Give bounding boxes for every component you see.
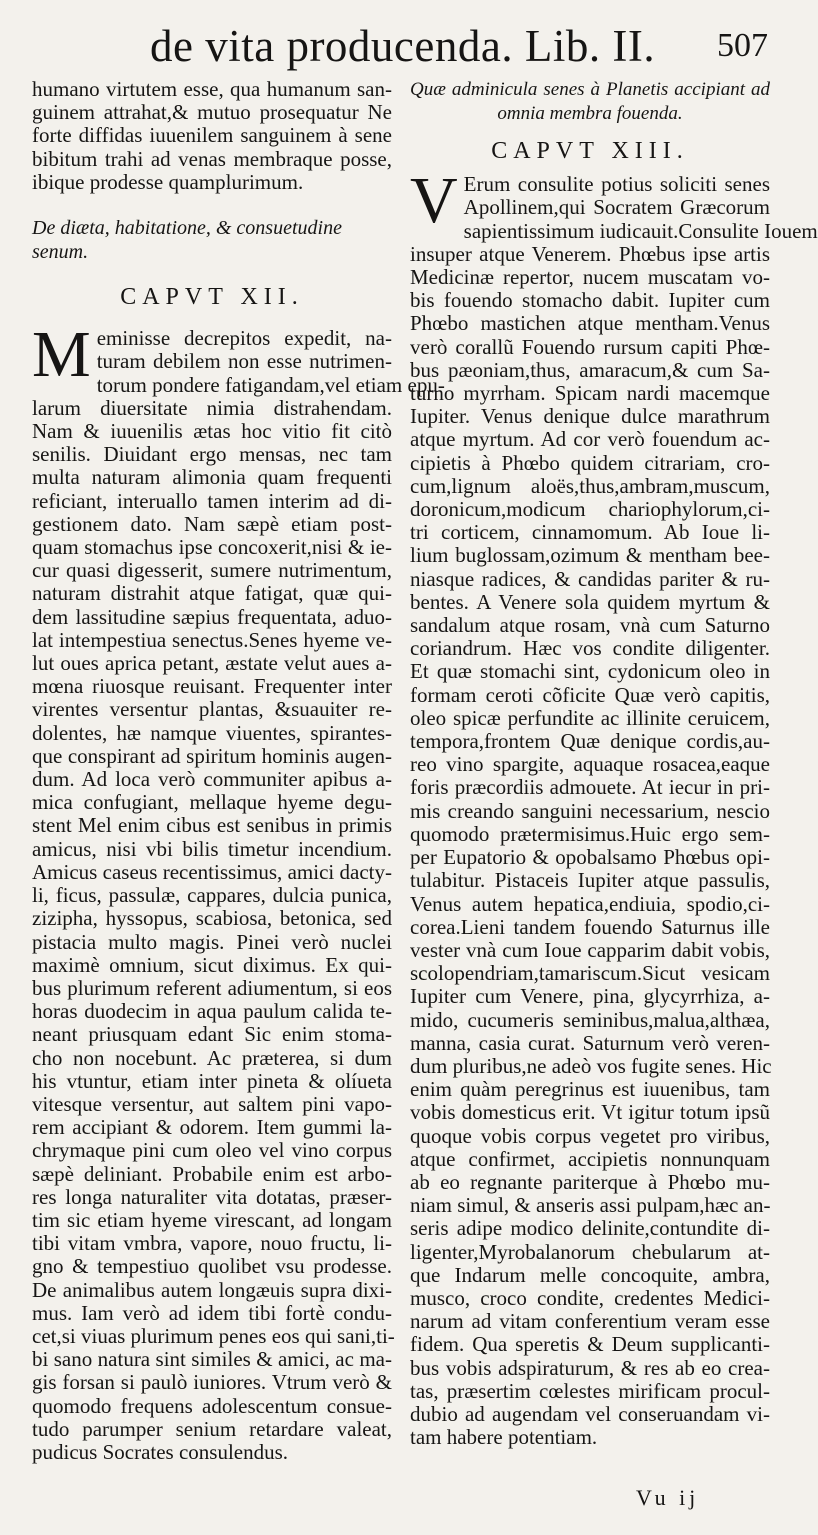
text-line: ab eo regnante pariterque à Phœbo mu- (410, 1169, 770, 1194)
text-line: bis fouendo stomacho dabit. Iupiter cum (410, 288, 770, 313)
text-line: lat intempestiua senectus.Senes hyeme ve- (32, 627, 392, 652)
text-line: mis creando sanguini necessarium, nescio (410, 798, 770, 823)
text-line: seris adipe modico delinite,contundite di- (410, 1216, 770, 1241)
text-line: scolopendriam,tamariscum.Sicut vesicam (410, 961, 770, 986)
text-line: verò corallũ Fouendo rursum capiti Phœ- (410, 334, 770, 359)
text-line: cho non nocebunt. Ac præterea, si dum (32, 1045, 392, 1070)
text-line: atque confirmet, accipietis nonnunquam (410, 1146, 770, 1171)
text-line: bibitum trahi ad venas membraque posse, (32, 146, 392, 171)
drop-capital: M (32, 318, 91, 392)
text-line: foris præcordiis admouete. At iecur in pri- (410, 775, 770, 800)
text-line: niam simul, & anseris assi pulpam,hæc an- (410, 1193, 771, 1218)
text-line: vitesque versentur, aut saltem pini vapo- (32, 1091, 392, 1116)
text-line: bus vobis adspiraturum, & res ab eo crea- (410, 1355, 770, 1380)
text-line: mus. Iam verò ad idem tibi fortè condu- (32, 1300, 392, 1325)
page-number: 507 (717, 27, 768, 64)
text-line: tas, præsertim cœlestes mirificam procul- (410, 1378, 770, 1403)
text-line: gestionem dato. Nam sæpè etiam post- (32, 511, 392, 536)
text-line: ligenter,Myrobalanorum chebularum at- (410, 1239, 770, 1264)
text-line: Iupiter cum Venere, pina, glycyrrhiza, a- (410, 984, 770, 1009)
text-line: que Indarum melle concoquite, ambra, (410, 1262, 770, 1287)
text-line: horas duodecim in aqua paulum calida te- (32, 999, 392, 1024)
text-line: humano virtutem esse, qua humanum san- (32, 77, 392, 101)
text-line: atque myrtum. Ad cor verò fouendum ac- (410, 427, 770, 452)
text-line: multa naturam alimonia quam frequenti (32, 465, 392, 490)
signature-mark: Vu ij (636, 1485, 700, 1510)
right-column (410, 78, 818, 1450)
text-line: tri corticem, cinnamomum. Ab Ioue li- (410, 520, 770, 545)
text-line: li, ficus, passulæ, cappares, dulcia punica, (32, 883, 392, 908)
drop-capital: V (410, 164, 458, 238)
text-line: quam stomachus ipse concoxerit,nisi & ie- (32, 535, 392, 560)
text-line: reo vino spargite, aquaque rosacea,eaque (410, 752, 770, 777)
text-line: his vtuntur, etiam inter pineta & olíueta (32, 1068, 392, 1093)
text-line: bus pæoniam,thus, amaracum,& cum Sa- (410, 357, 770, 382)
text-line: bus plurimum referent adiumentum, si eos (32, 975, 392, 1000)
text-line: neant priusquam edant Sic enim stoma- (32, 1022, 392, 1047)
text-line: zizipha, hyssopus, scabiosa, betonica, sed (32, 906, 392, 931)
rubric-line: Quæ adminicula senes à Planetis accipiant ad (410, 79, 770, 100)
text-line: per Eupatorio & opobalsamo Phœbus opi- (410, 845, 770, 870)
text-line: oleo spicæ perfundite ac illinite ceruicem, (410, 705, 770, 730)
text-line: Venus autem hepatica,endiuia, spodio,ci- (410, 891, 770, 916)
text-line: vobis domesticus erit. Vt igitur totum ipsũ (410, 1100, 770, 1125)
text-line: narum ad vitam conferentium veram esse (410, 1309, 770, 1334)
text-line: cet,si viuas plurimum penes eos qui sani,ti- (32, 1323, 395, 1348)
text-line: reficiant, interuallo tamen interim ad di- (32, 488, 392, 513)
text-line: res longa naturaliter vita dotatas, præser- (32, 1184, 392, 1209)
text-line: tam habere potentiam. (410, 1425, 598, 1450)
text-line: forte diffidas iuuenilem sanguinem à sene (32, 123, 392, 148)
text-line: tudo parumper senium retardare valeat, (32, 1416, 392, 1441)
chapter-heading: CAPVT XIII. (491, 138, 689, 164)
text-line: quoque vobis corpus vegetet pro viribus, (410, 1123, 770, 1148)
text-line: turam debilem non esse nutrimen- (96, 349, 392, 374)
text-line: bi sano natura sint similes & amici, ac ma- (32, 1347, 392, 1372)
text-line: tibi vitam vmbra, vapore, nouo fructu, li- (32, 1231, 392, 1256)
chapter-rubric (410, 78, 770, 126)
text-line: tim sic etiam hyeme virescant, ad longam (32, 1207, 392, 1232)
text-line: cum,lignum aloës,thus,ambram,muscum, (410, 473, 770, 498)
text-line: niasque radices, & candidas pariter & ru- (410, 566, 770, 591)
text-line: pistacia multo magis. Pinei verò nuclei (32, 929, 392, 954)
text-line: musco, croco condite, credentes Medici- (410, 1285, 770, 1310)
running-title: de vita producenda. Lib. II. (150, 21, 656, 71)
text-line: dem lassitudine sæpius frequentata, aduo- (32, 604, 392, 629)
text-line: Erum consulite potius soliciti senes (463, 172, 770, 197)
text-line: sapientissimum iudicauit.Consulite Iouem (463, 218, 818, 243)
text-line: maximè omnium, sicut diximus. Ex qui- (32, 952, 392, 977)
text-line: amicus, nisi vbi bilis timetur incendium. (32, 836, 392, 861)
text-line: quomodo frequens adolescentum consue- (32, 1393, 392, 1418)
text-line: Et quæ stomachi sint, cydonicum oleo in (410, 659, 770, 684)
text-line: Iupiter. Venus denique dulce marathrum (410, 404, 770, 429)
text-line: sandalum atque rosam, vnà cum Saturno (410, 613, 770, 638)
text-line: cipietis à Phœbo quidem citrariam, cro- (410, 450, 770, 475)
text-line: sæpè deliniant. Probabile enim est arbo- (32, 1161, 392, 1186)
text-line: gis forsan si paulò iuniores. Vtrum verò & (32, 1370, 392, 1395)
text-line: Nam & iuuenilis ætas hoc vitio fit citò (32, 419, 392, 444)
text-line: que conspirant ad spiritum hominis augen- (32, 743, 392, 768)
text-line: dolentes, hæ namque viuentes, spirantes- (32, 720, 392, 745)
chapter-text (32, 318, 445, 1464)
continued-paragraph (32, 78, 392, 194)
text-line: dubio ad augendam vel conseruandam vi- (410, 1401, 770, 1426)
text-line: mido, cucumeris seminibus,malua,althæa, (410, 1007, 770, 1032)
text-line: insuper atque Venerem. Phœbus ipse artis (410, 241, 770, 266)
text-line: cur quasi digesserit, sumere nutrimentum, (32, 558, 392, 583)
text-line: Medicinæ repertor, nucem muscatam vo- (410, 265, 770, 290)
text-line: virentes versentur plantas, &suauiter re- (32, 697, 392, 722)
text-line: coriandrum. Hæc vos condite diligenter. (410, 636, 770, 661)
text-line: lut oues aprica petant, æstate velut aues a- (32, 651, 392, 676)
left-column (32, 77, 445, 1464)
text-line: Phœbo mastichen atque mentham.Venus (410, 311, 770, 336)
text-line: Apollinem,qui Socratem Græcorum (463, 195, 770, 220)
text-line: De animalibus autem longæuis supra dixi- (32, 1277, 392, 1302)
text-line: tulabitur. Pistaceis Iupiter atque passulis, (410, 868, 770, 893)
text-line: fidem. Qua speretis & Deum supplicanti- (410, 1332, 770, 1357)
text-line: eminisse decrepitos expedit, na- (96, 326, 392, 351)
text-line: dum pluribus,ne adeò vos fugite senes. Hic (410, 1053, 772, 1078)
text-line: vester vnà cum Ioue capparim dabit vobis, (410, 937, 770, 962)
text-line: manna, casia curat. Saturnum verò veren- (410, 1030, 770, 1055)
text-line: quomodo prætermisimus.Huic ergo sem- (410, 821, 770, 846)
chapter-text (410, 164, 818, 1450)
text-line: stent Mel enim cibus est senibus in primis (32, 813, 392, 838)
text-line: mœna riuosque reuisant. Frequenter inter (32, 674, 392, 699)
text-line: ibique prodesse quamplurimum. (32, 169, 304, 194)
text-line: guinem attrahat,& mutuo prosequatur Ne (32, 100, 392, 125)
text-line: enim quàm peregrinus est iuuenibus, tam (410, 1077, 770, 1102)
text-line: naturam distrahit atque fatigat, quæ qui- (32, 581, 392, 606)
text-line: Amicus caseus recentissimus, amici dacty- (32, 859, 392, 884)
text-line: lium buglossam,ozimum & mentham bee- (410, 543, 770, 568)
rubric-line: omnia membra fouenda. (497, 103, 683, 124)
text-line: rem accipiant & odorem. Item gummi la- (32, 1115, 392, 1140)
text-line: mica confugiant, mellaque hyeme degu- (32, 790, 392, 815)
text-line: chrymaque pini cum oleo vel vino corpus (32, 1138, 392, 1163)
text-line: senilis. Diuidant ergo mensas, nec tam (32, 442, 392, 467)
chapter-heading: CAPVT XII. (120, 284, 304, 311)
text-line: gno & tempestiuo quolibet vsu prodesse. (32, 1254, 392, 1279)
text-line: dum. Ad loca verò communiter apibus a- (32, 767, 392, 792)
text-line: turno myrrham. Spicam nardi macemque (410, 381, 770, 406)
text-line: tempora,frontem Quæ denique cordis,au- (410, 729, 770, 754)
text-line: larum diuersitate nimia distrahendam. (32, 395, 392, 420)
text-line: bentes. A Venere sola quidem myrtum & (410, 589, 770, 614)
text-line: corea.Lieni tandem fouendo Saturnus ille (410, 914, 770, 939)
chapter-rubric: De diæta, habitatione, & consuetudine senum. (32, 217, 342, 264)
text-line: torum pondere fatigandam,vel etiam epu- (96, 372, 445, 397)
text-line: pudicus Socrates consulendus. (32, 1439, 289, 1464)
text-line: formam ceroti cõficite Quæ verò capitis, (410, 682, 770, 707)
text-line: doronicum,modicum chariophylorum,ci- (410, 497, 770, 522)
